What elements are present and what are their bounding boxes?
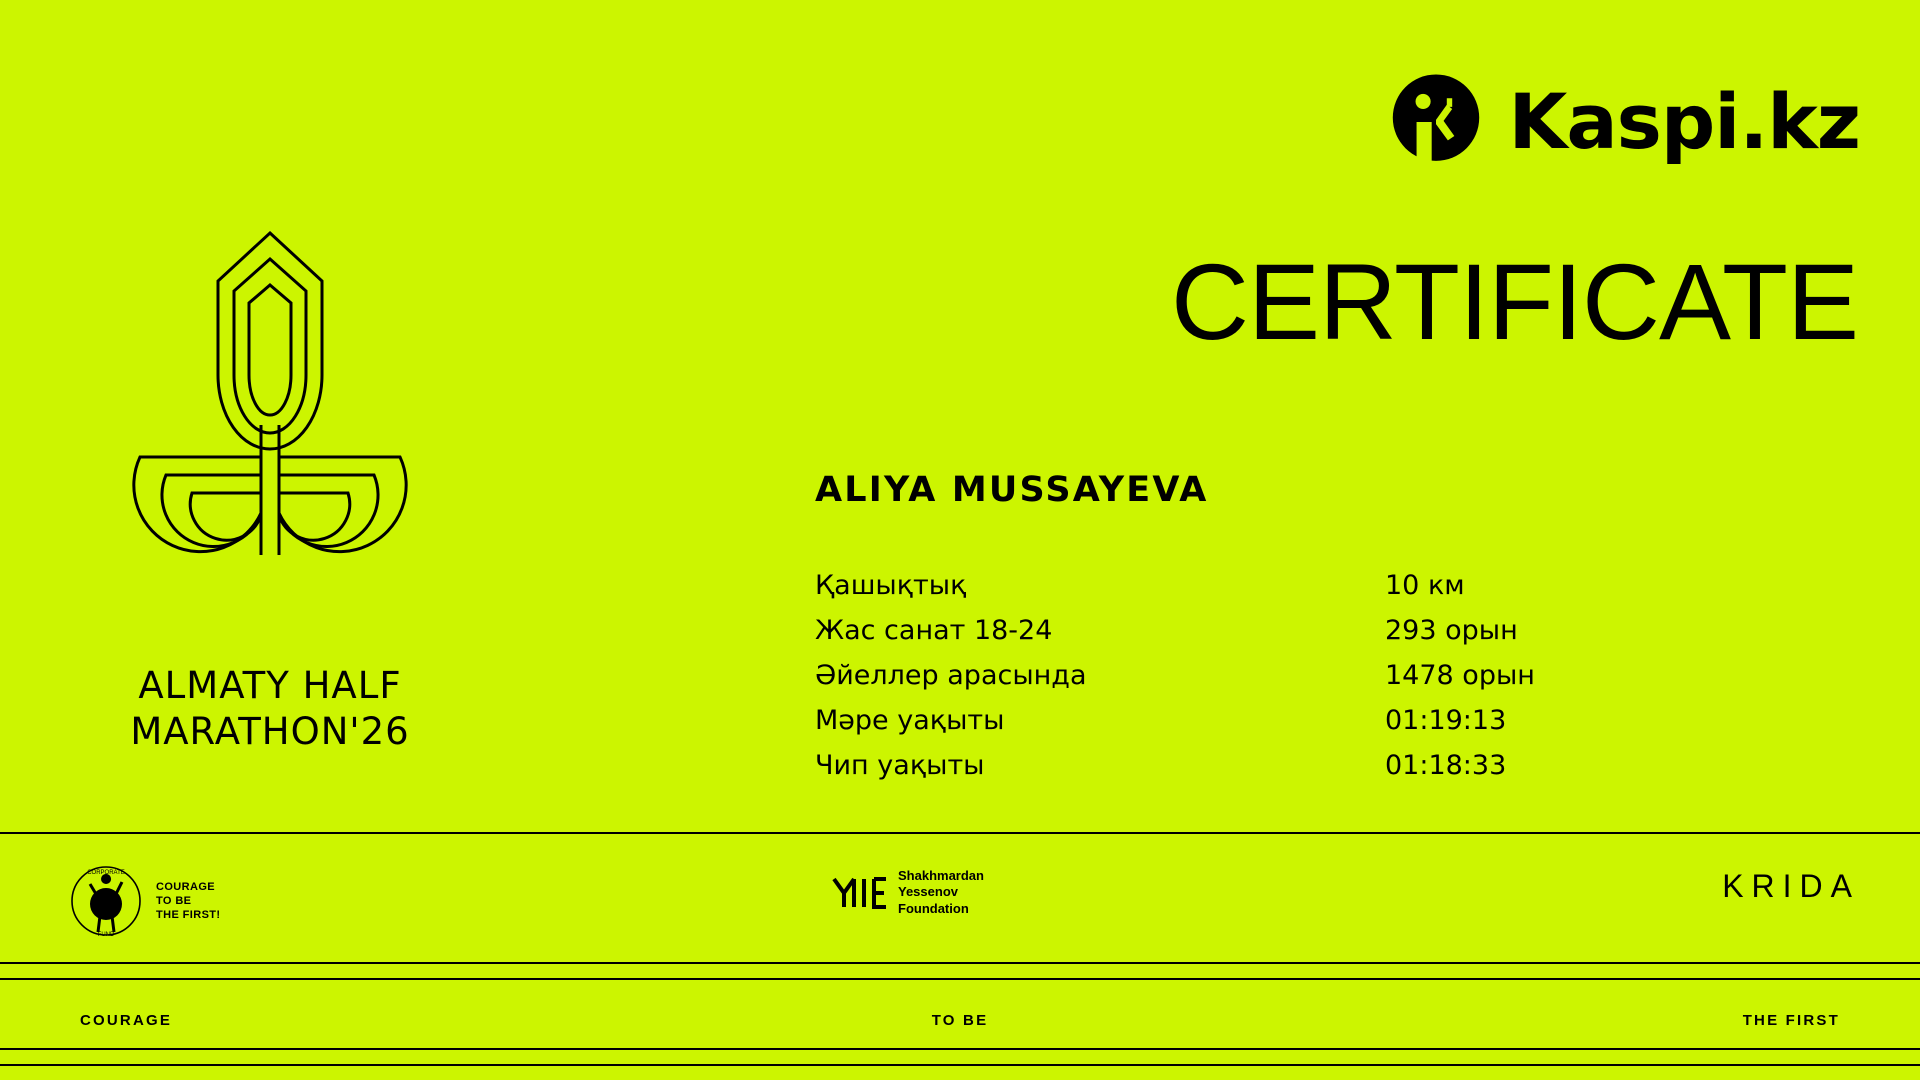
footer-slogan-center: TO BE [931, 1012, 989, 1029]
emblem-title-line1: ALMATY HALF [138, 664, 402, 707]
result-label: Мәре уақыты [815, 705, 1005, 736]
divider-line [0, 1064, 1920, 1066]
divider-line [0, 832, 1920, 834]
result-value: 01:18:33 [1385, 750, 1507, 781]
emblem-title [60, 663, 480, 756]
divider-line [0, 962, 1920, 964]
result-row [815, 705, 1863, 736]
corporate-fund-line3: THE FIRST! [156, 909, 221, 922]
partner-logos [0, 840, 1920, 960]
corporate-fund-line1: COURAGE [156, 880, 216, 893]
kaspi-logo [1382, 68, 1860, 176]
divider-line [0, 1048, 1920, 1050]
svg-text:FUND: FUND [97, 932, 115, 938]
result-label: Қашықтық [815, 570, 967, 601]
yessenov-line2: Yessenov [898, 884, 958, 900]
result-value: 1478 орын [1385, 660, 1535, 691]
results-list [815, 570, 1863, 795]
result-value: 293 орын [1385, 615, 1518, 646]
footer-slogan-left: COURAGE [80, 1012, 173, 1029]
yessenov-text [898, 868, 984, 917]
yessenov-mark-icon [828, 871, 890, 913]
certificate-title: CERTIFICATE [1170, 241, 1858, 362]
yessenov-line1: Shakhmardan [898, 868, 984, 883]
result-row [815, 660, 1863, 691]
result-value: 01:19:13 [1385, 705, 1507, 736]
kaspi-wordmark: Kaspi.kz [1508, 77, 1860, 166]
athlete-name: ALIYA MUSSAYEVA [815, 470, 1209, 510]
result-row [815, 615, 1863, 646]
svg-text:CORPORATE: CORPORATE [87, 870, 125, 876]
result-value: 10 км [1385, 570, 1465, 601]
partner-krida [1722, 868, 1860, 905]
yessenov-line3: Foundation [898, 900, 969, 916]
kaspi-mark-icon [1382, 68, 1490, 176]
krida-wordmark: KRIDA [1722, 868, 1860, 904]
result-label: Чип уақыты [815, 750, 985, 781]
corporate-fund-icon [60, 858, 156, 944]
partner-yessenov-foundation [828, 868, 984, 917]
result-label: Жас санат 18-24 [815, 615, 1053, 646]
corporate-fund-line2: TO BE [156, 894, 192, 907]
divider-line [0, 978, 1920, 980]
event-emblem-block [60, 225, 480, 756]
result-label: Әйеллер арасында [815, 660, 1087, 691]
result-row [815, 750, 1863, 781]
corporate-fund-text [156, 880, 221, 922]
result-row [815, 570, 1863, 601]
footer-slogan-right: THE FIRST [1742, 1012, 1840, 1029]
partner-corporate-fund [60, 858, 221, 944]
emblem-title-line2: MARATHON'26 [130, 710, 410, 754]
tulip-emblem-icon [70, 225, 470, 645]
